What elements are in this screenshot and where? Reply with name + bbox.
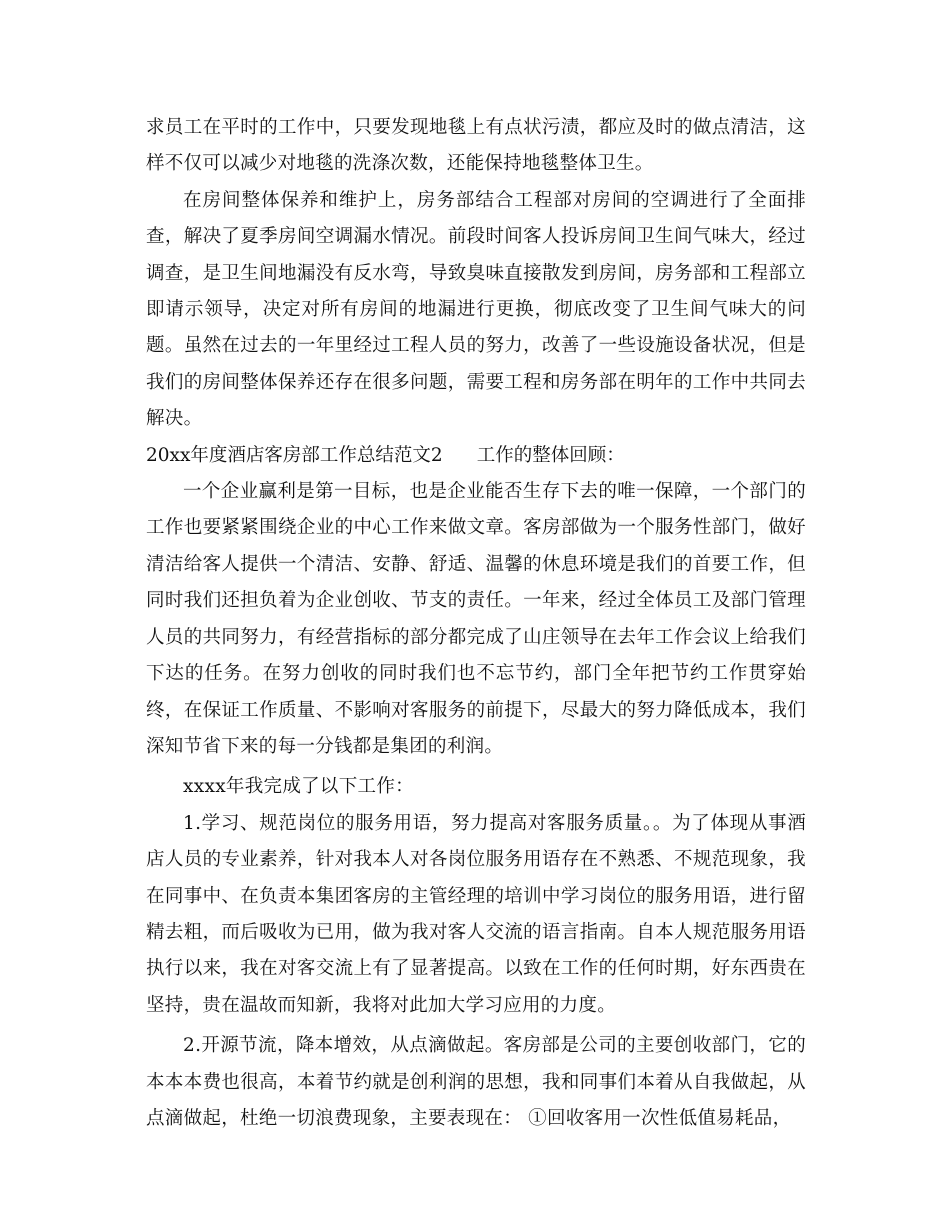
- document-page: [146, 110, 806, 1137]
- section-heading: [146, 438, 806, 474]
- section-title: 20xx年度酒店客房部工作总结范文2: [146, 444, 443, 466]
- paragraph-enterprise-goal: 一个企业赢利是第一目标，也是企业能否生存下去的唯一保障，一个部门的工作也要紧紧围绕企业的中心工作来做文章。客房部做为一个服务性部门，做好清洁给客人提供一个清洁、安静、舒适、温馨的休息环境是我们的首要工作，但同时我们还担负着为企业创收、节支的责任。一年来，经过全体员工及部门管理人员的共同努力，有经营指标的部分都完成了山庄领导在去年工作会议上给我们下达的任务。在努力创收的同时我们也不忘节约，部门全年把节约工作贯穿始终，在保证工作质量、不影响对客服务的前提下，尽最大的努力降低成本，我们深知节省下来的每一分钱都是集团的利润。: [146, 481, 806, 757]
- paragraph-item-1: 1.学习、规范岗位的服务用语，努力提高对客服务质量。。为了体现从事酒店人员的专业素养，针对我本人对各岗位服务用语存在不熟悉、不规范现象，我在同事中、在负责本集团客房的主管经理的培训中学习岗位的服务用语，进行留精去粗，而后吸收为已用，做为我对客人交流的语言指南。自本人规范服务用语执行以来，我在对客交流上有了显著提高。以致在工作的任何时期，好东西贵在坚持，贵在温故而知新，我将对此加大学习应用的力度。: [146, 812, 806, 1016]
- section-subtitle: 工作的整体回顾：: [476, 444, 625, 466]
- paragraph-work-list-intro: xxxx年我完成了以下工作：: [183, 776, 414, 798]
- paragraph-carpet-cleaning: 求员工在平时的工作中，只要发现地毯上有点状污渍，都应及时的做点清洁，这样不仅可以减少对地毯的洗涤次数，还能保持地毯整体卫生。: [146, 117, 806, 175]
- paragraph-room-maintenance: 在房间整体保养和维护上，房务部结合工程部对房间的空调进行了全面排查，解决了夏季房间空调漏水情况。前段时间客人投诉房间卫生间气味大，经过调查，是卫生间地漏没有反水弯，导致臭味直接散发到房间，房务部和工程部立即请示领导，决定对所有房间的地漏进行更换，彻底改变了卫生间气味大的问题。虽然在过去的一年里经过工程人员的努力，改善了一些设施设备状况，但是我们的房间整体保养还存在很多问题，需要工程和房务部在明年的工作中共同去解决。: [146, 189, 806, 430]
- paragraph-item-2: 2.开源节流，降本增效，从点滴做起。客房部是公司的主要创收部门，它的本本本费也很高，本着节约就是创利润的思想，我和同事们本着从自我做起，从点滴做起，杜绝一切浪费现象，主要表现在： ①回收客用一次性低值易耗品，: [146, 1035, 806, 1129]
